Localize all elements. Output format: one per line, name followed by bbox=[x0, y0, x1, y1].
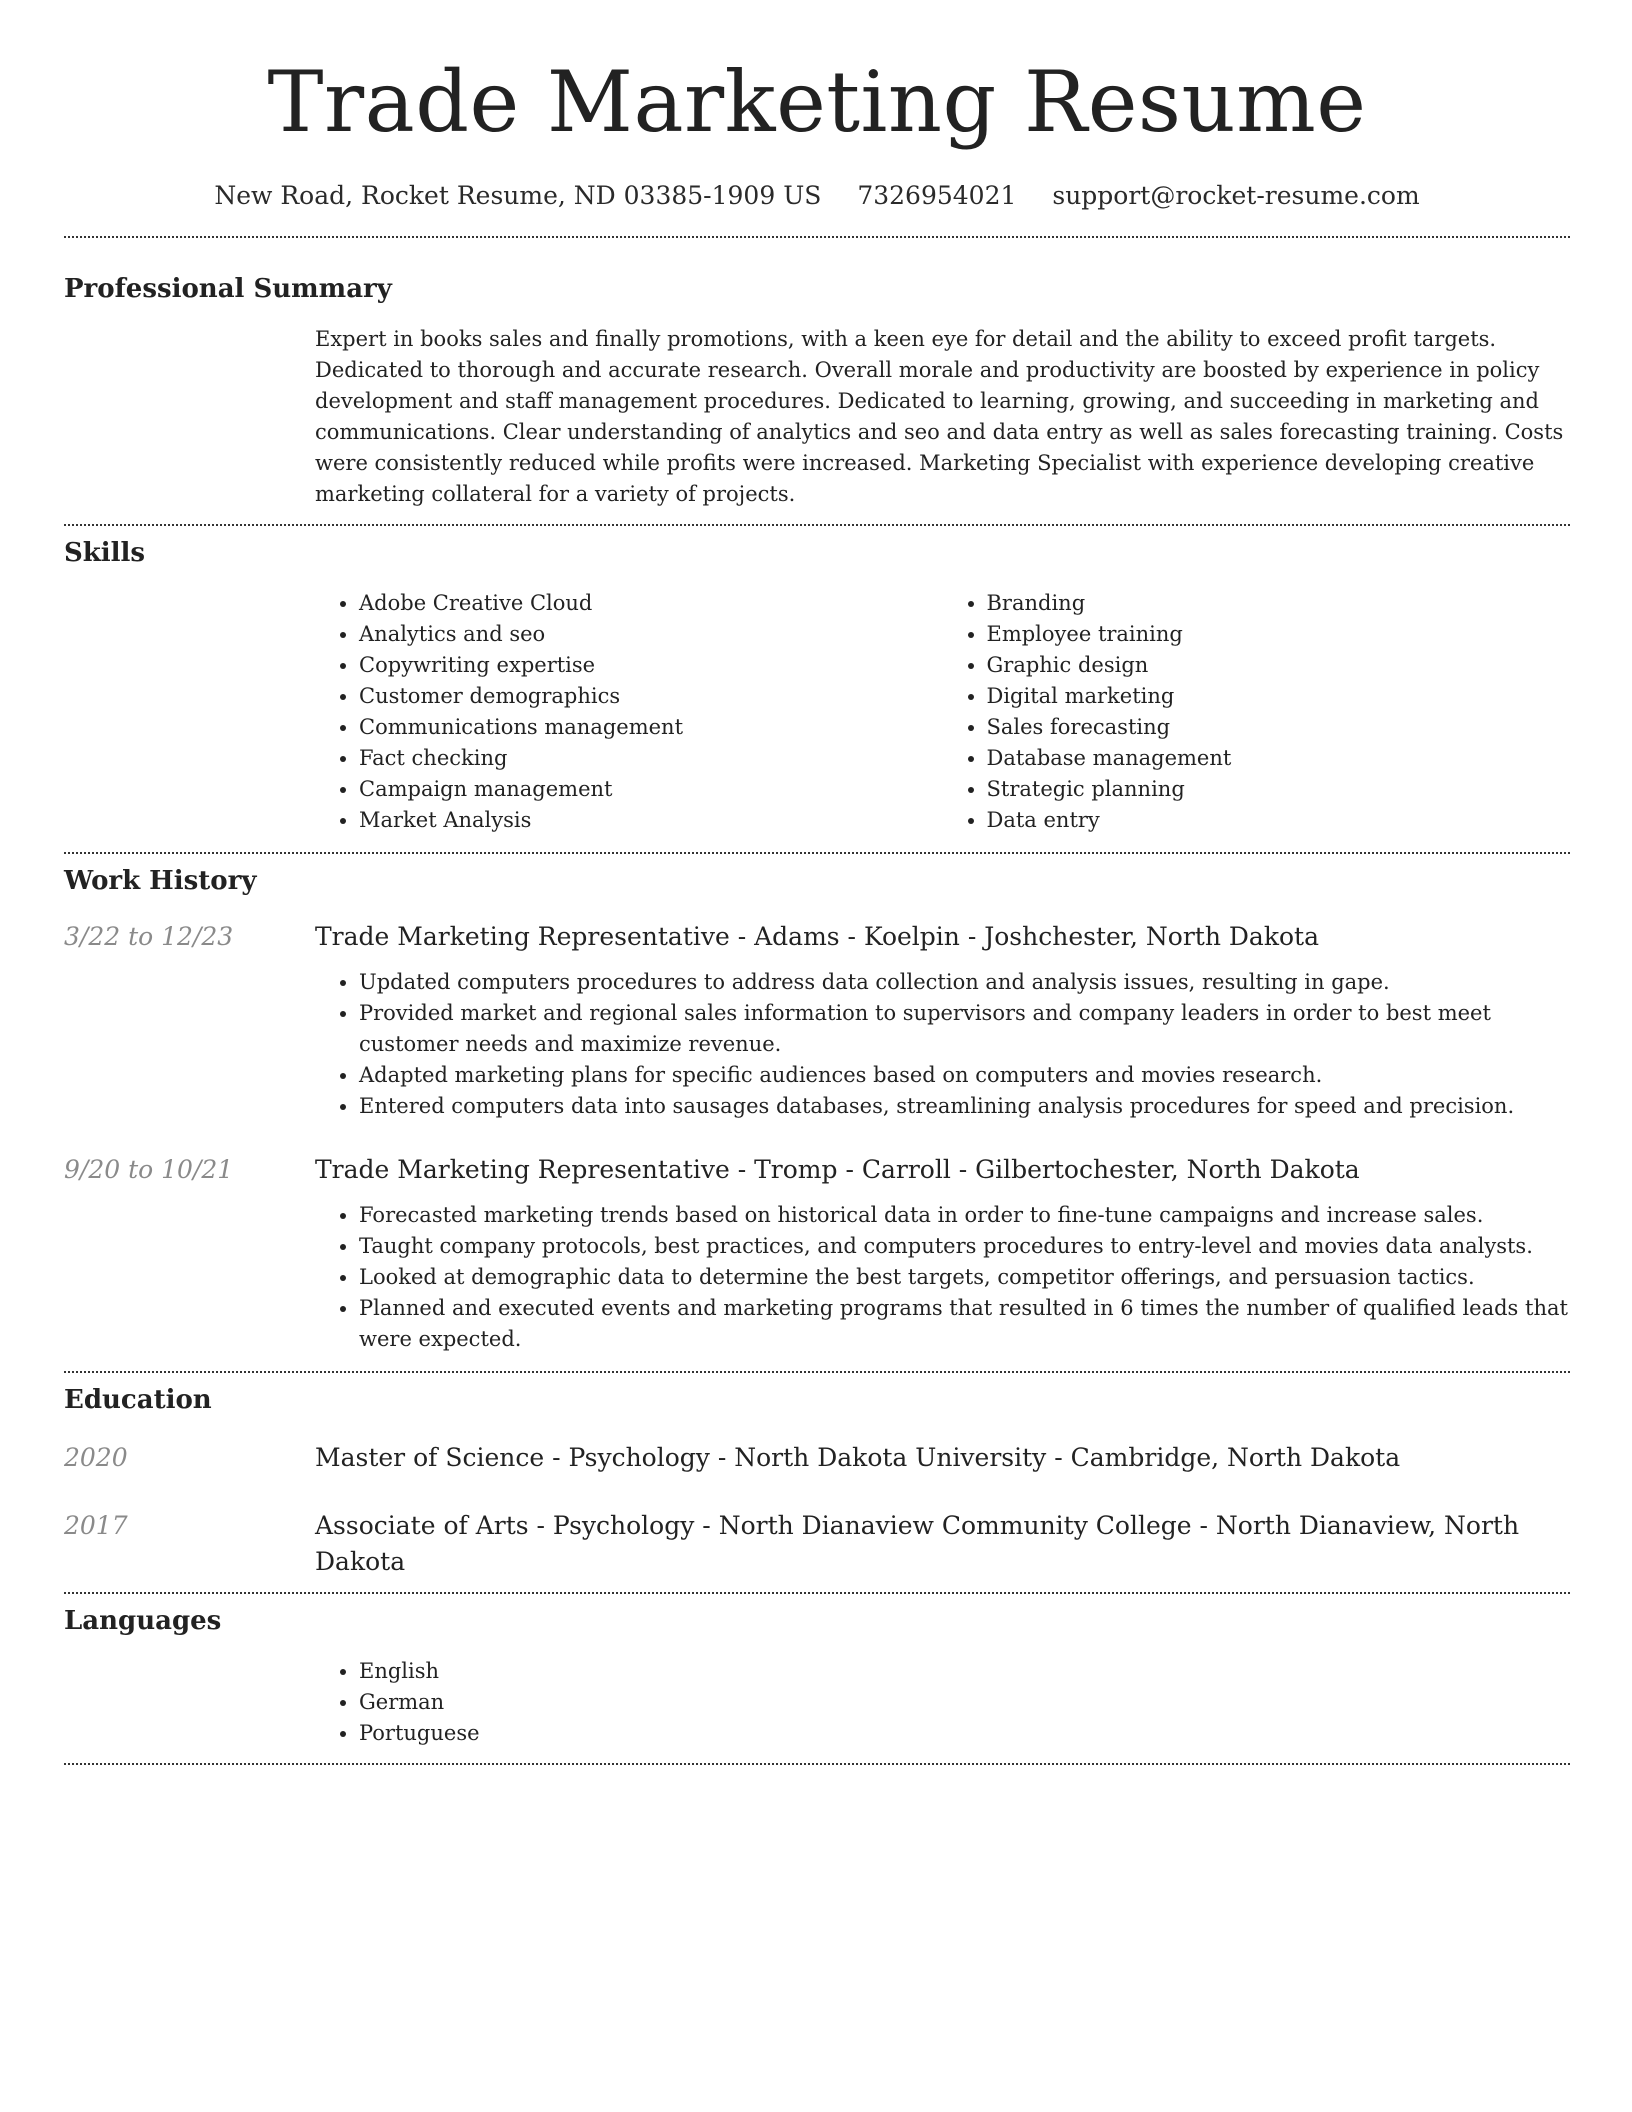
list-item: • German bbox=[359, 1687, 1570, 1718]
list-item: • Portuguese bbox=[359, 1718, 1570, 1749]
list-item: • Analytics and seo bbox=[359, 619, 943, 650]
education-entry bbox=[64, 1440, 1570, 1476]
list-item: • Adapted marketing plans for specific audiences based on computers and movies research. bbox=[359, 1060, 1570, 1091]
list-item: • Taught company protocols, best practices, and computers procedures to entry-level and movies data analysts. bbox=[359, 1231, 1570, 1262]
contact-email: support@rocket-resume.com bbox=[1052, 181, 1420, 210]
skills-section bbox=[64, 526, 1570, 852]
job-title: Trade Marketing Representative - Adams - Koelpin - Joshchester, North Dakota bbox=[315, 922, 1319, 951]
list-item: • Communications management bbox=[359, 712, 943, 743]
list-item: • Forecasted marketing trends based on historical data in order to fine-tune campaigns and increase sales. bbox=[359, 1200, 1570, 1231]
job-title: Trade Marketing Representative - Tromp - Carroll - Gilbertochester, North Dakota bbox=[315, 1155, 1360, 1184]
languages-list bbox=[315, 1656, 1570, 1763]
list-item: • Fact checking bbox=[359, 743, 943, 774]
list-item: • Adobe Creative Cloud bbox=[359, 588, 943, 619]
list-item: • Looked at demographic data to determine the best targets, competitor offerings, and persuasion tactics. bbox=[359, 1262, 1570, 1293]
list-item: • Planned and executed events and marketing programs that resulted in 6 times the number of qualified leads that were expected. bbox=[359, 1293, 1570, 1355]
education-year: 2017 bbox=[64, 1511, 128, 1540]
education-section bbox=[64, 1373, 1570, 1592]
education-text: Master of Science - Psychology - North Dakota University - Cambridge, North Dakota bbox=[315, 1443, 1401, 1472]
list-item: • Market Analysis bbox=[359, 805, 943, 836]
list-item: • English bbox=[359, 1656, 1570, 1687]
resume-page bbox=[64, 0, 1570, 1765]
contact-phone: 7326954021 bbox=[857, 181, 1017, 210]
contact-line bbox=[64, 178, 1570, 214]
list-item: • Updated computers procedures to address data collection and analysis issues, resulting in gape. bbox=[359, 967, 1570, 998]
summary-text: Expert in books sales and finally promotions, with a keen eye for detail and the ability to exceed profit targets. Dedicated to thorough and accurate research. Overall morale and productivity are boosted by experience in policy development and staff management procedures. Dedicated to learning, growing, and succeeding in marketing and communications. Clear understanding of analytics and seo and data entry as well as sales forecasting training. Costs were consistently reduced while profits were increased. Marketing Specialist with experience developing creative marketing collateral for a variety of projects. bbox=[315, 327, 1564, 506]
languages-section bbox=[64, 1594, 1570, 1763]
list-item: • Campaign management bbox=[359, 774, 943, 805]
list-item: • Graphic design bbox=[987, 650, 1571, 681]
job-date: 3/22 to 12/23 bbox=[64, 922, 234, 951]
list-item: • Database management bbox=[987, 743, 1571, 774]
education-text: Associate of Arts - Psychology - North Dianaview Community College - North Dianaview, North Dakota bbox=[315, 1511, 1520, 1576]
divider bbox=[64, 1763, 1570, 1765]
skills-list bbox=[315, 588, 1570, 852]
work-history-section bbox=[64, 854, 1570, 1371]
skills-column-right bbox=[943, 588, 1571, 836]
page-title: Trade Marketing Resume bbox=[267, 53, 1367, 151]
work-history-heading: Work History bbox=[64, 866, 257, 896]
skills-heading: Skills bbox=[64, 538, 146, 568]
list-item: • Data entry bbox=[987, 805, 1571, 836]
languages-heading: Languages bbox=[64, 1606, 222, 1636]
job-bullets bbox=[315, 1200, 1570, 1371]
list-item: • Sales forecasting bbox=[987, 712, 1571, 743]
list-item: • Customer demographics bbox=[359, 681, 943, 712]
education-entry bbox=[64, 1508, 1570, 1592]
list-item: • Strategic planning bbox=[987, 774, 1571, 805]
list-item: • Provided market and regional sales information to supervisors and company leaders in order to best meet customer needs and maximize revenue. bbox=[359, 998, 1570, 1060]
job-entry bbox=[64, 919, 1570, 1122]
list-item: • Copywriting expertise bbox=[359, 650, 943, 681]
list-item: • Employee training bbox=[987, 619, 1571, 650]
job-entry bbox=[64, 1152, 1570, 1371]
summary-heading: Professional Summary bbox=[64, 274, 392, 304]
skills-column-left bbox=[315, 588, 943, 836]
list-item: • Digital marketing bbox=[987, 681, 1571, 712]
education-heading: Education bbox=[64, 1385, 212, 1415]
contact-address: New Road, Rocket Resume, ND 03385-1909 US bbox=[214, 181, 822, 210]
job-date: 9/20 to 10/21 bbox=[64, 1155, 234, 1184]
list-item: • Entered computers data into sausages databases, streamlining analysis procedures for speed and precision. bbox=[359, 1091, 1570, 1122]
summary-section bbox=[64, 238, 1570, 524]
job-bullets bbox=[315, 967, 1570, 1122]
education-year: 2020 bbox=[64, 1443, 128, 1472]
list-item: • Branding bbox=[987, 588, 1571, 619]
